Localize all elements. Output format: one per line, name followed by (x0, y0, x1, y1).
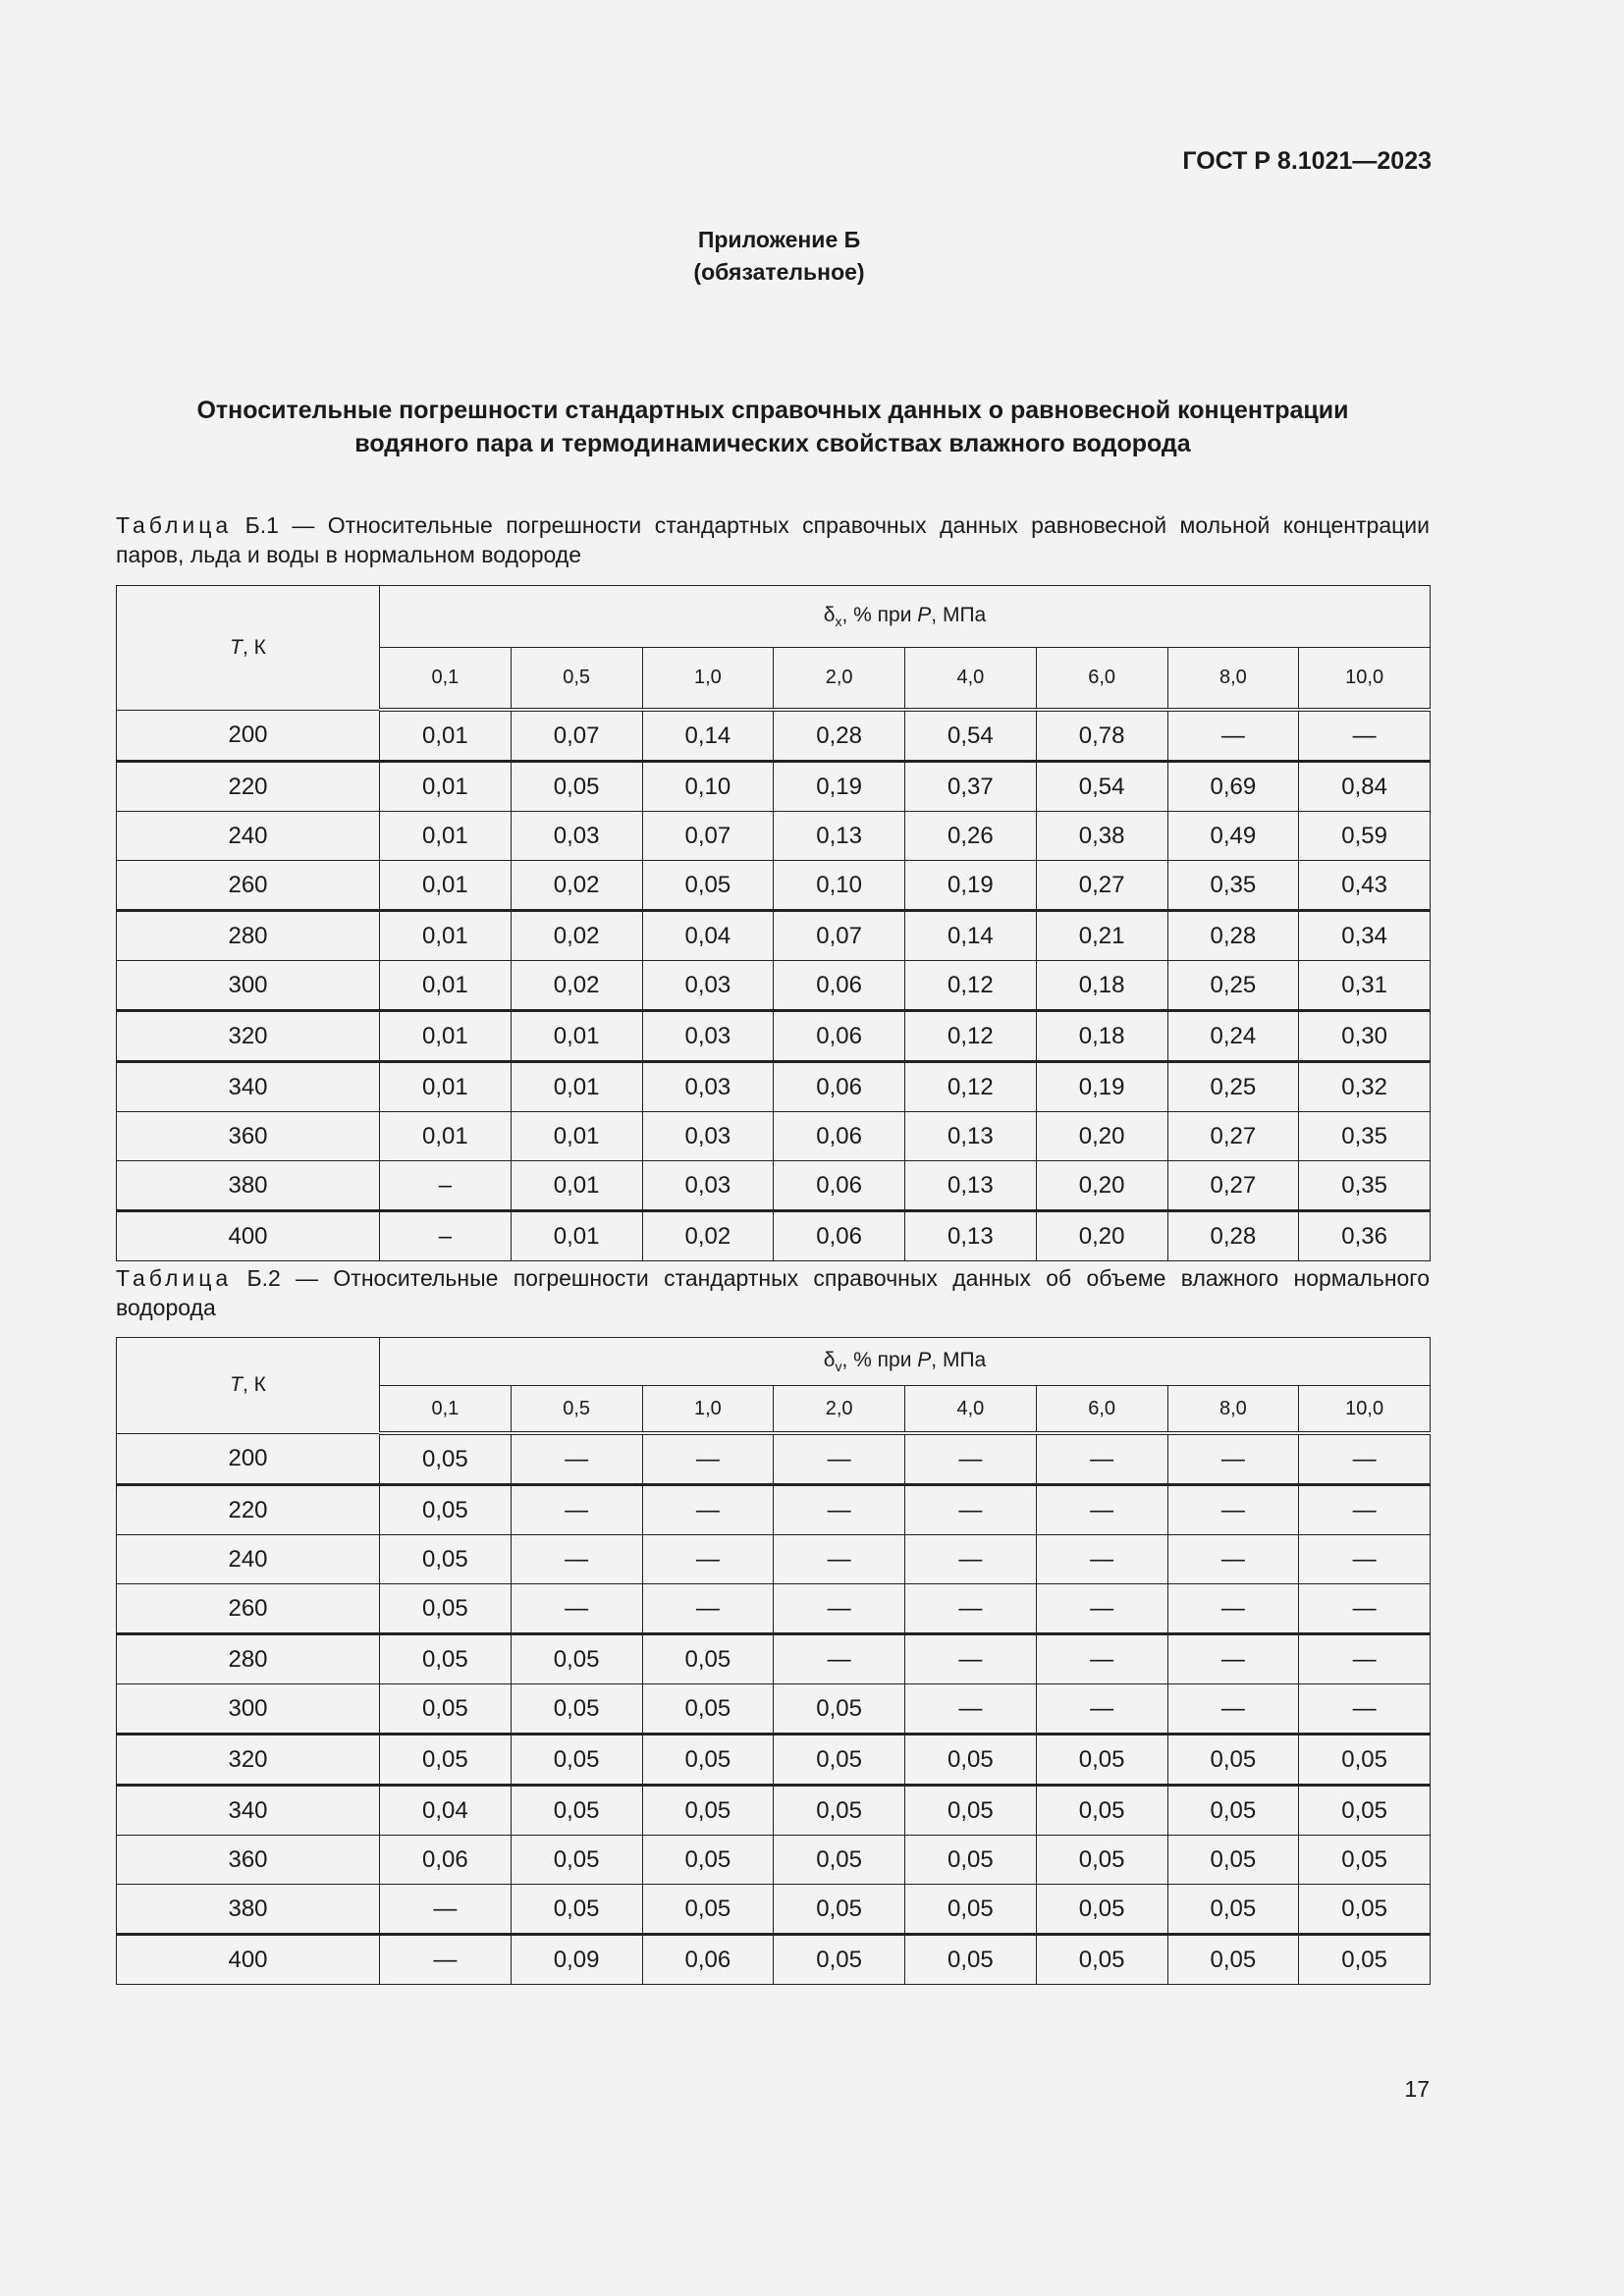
temperature-cell: 400 (117, 1211, 380, 1261)
value-cell: 0,28 (774, 710, 905, 762)
delta-header-mid: , % при (841, 1348, 918, 1371)
table-row (117, 1836, 1431, 1885)
pressure-unit: , МПа (931, 603, 987, 626)
value-cell: 0,05 (1036, 1836, 1167, 1885)
value-cell: 0,10 (642, 762, 774, 812)
value-cell: 0,43 (1299, 861, 1431, 911)
value-cell: 0,49 (1167, 812, 1299, 861)
value-cell: 0,07 (511, 710, 642, 762)
value-cell: 0,12 (905, 1011, 1037, 1062)
value-cell: – (380, 1161, 512, 1211)
value-cell: 0,25 (1167, 961, 1299, 1011)
value-cell: 0,35 (1299, 1161, 1431, 1211)
delta-header-mid: , % при (841, 603, 918, 626)
value-cell: 0,05 (1036, 1935, 1167, 1985)
section-title-line: водяного пара и термодинамических свойствах влажного водорода (354, 430, 1191, 457)
temperature-cell: 360 (117, 1112, 380, 1161)
value-cell: — (1036, 1433, 1167, 1485)
value-cell: 0,05 (511, 1885, 642, 1935)
section-title (116, 394, 1430, 460)
table-row (117, 1935, 1431, 1985)
value-cell: — (905, 1634, 1037, 1684)
value-cell: 0,05 (905, 1935, 1037, 1985)
value-cell: — (1036, 1584, 1167, 1634)
temperature-cell: 280 (117, 1634, 380, 1684)
value-cell: 0,05 (380, 1684, 512, 1735)
table-row (117, 961, 1431, 1011)
value-cell: — (380, 1885, 512, 1935)
value-cell: 0,01 (511, 1211, 642, 1261)
value-cell: 0,06 (774, 1011, 905, 1062)
table2-header-delta (380, 1338, 1431, 1386)
table2-caption-label: Таблица (116, 1265, 233, 1291)
value-cell: 0,28 (1167, 1211, 1299, 1261)
value-cell: — (380, 1935, 512, 1985)
value-cell: — (774, 1584, 905, 1634)
value-cell: 0,05 (1299, 1836, 1431, 1885)
pressure-header: 2,0 (774, 1386, 905, 1434)
table2-body (117, 1433, 1431, 1985)
value-cell: 0,03 (642, 1161, 774, 1211)
value-cell: — (1036, 1535, 1167, 1584)
value-cell: 0,27 (1036, 861, 1167, 911)
value-cell: — (511, 1535, 642, 1584)
value-cell: 0,01 (380, 961, 512, 1011)
value-cell: 0,31 (1299, 961, 1431, 1011)
table-row (117, 1011, 1431, 1062)
value-cell: — (1299, 1634, 1431, 1684)
value-cell: — (1167, 1634, 1299, 1684)
table-row (117, 812, 1431, 861)
table1-body (117, 710, 1431, 1261)
value-cell: 0,05 (1299, 1786, 1431, 1836)
value-cell: 0,05 (380, 1634, 512, 1684)
value-cell: 0,05 (380, 1584, 512, 1634)
value-cell: 0,54 (1036, 762, 1167, 812)
value-cell: 0,13 (905, 1112, 1037, 1161)
value-cell: 0,03 (642, 1112, 774, 1161)
page-number: 17 (1404, 2076, 1430, 2102)
value-cell: 0,01 (380, 1112, 512, 1161)
value-cell: 0,02 (511, 961, 642, 1011)
value-cell: 0,05 (642, 1735, 774, 1786)
value-cell: 0,19 (1036, 1062, 1167, 1112)
delta-subscript: v (835, 1359, 842, 1375)
pressure-var: P (917, 1348, 932, 1371)
value-cell: — (511, 1485, 642, 1535)
pressure-header: 10,0 (1299, 1386, 1431, 1434)
value-cell: 0,01 (380, 812, 512, 861)
value-cell: — (905, 1433, 1037, 1485)
value-cell: 0,05 (905, 1885, 1037, 1935)
value-cell: 0,05 (511, 1786, 642, 1836)
value-cell: 0,06 (774, 1211, 905, 1261)
value-cell: — (1299, 1433, 1431, 1485)
value-cell: 0,13 (905, 1211, 1037, 1261)
pressure-header: 8,0 (1167, 648, 1299, 711)
value-cell: 0,26 (905, 812, 1037, 861)
temperature-cell: 340 (117, 1786, 380, 1836)
value-cell: — (1167, 1684, 1299, 1735)
table-row (117, 1433, 1431, 1485)
value-cell: 0,21 (1036, 911, 1167, 961)
pressure-header: 1,0 (642, 648, 774, 711)
value-cell: 0,02 (642, 1211, 774, 1261)
value-cell: 0,06 (774, 1161, 905, 1211)
value-cell: 0,05 (511, 1684, 642, 1735)
value-cell: 0,18 (1036, 1011, 1167, 1062)
pressure-header: 0,5 (511, 648, 642, 711)
pressure-header: 8,0 (1167, 1386, 1299, 1434)
value-cell: 0,05 (1299, 1885, 1431, 1935)
value-cell: 0,05 (774, 1684, 905, 1735)
delta-symbol: δ (823, 1348, 836, 1371)
table-row (117, 1062, 1431, 1112)
value-cell: — (642, 1485, 774, 1535)
temperature-cell: 400 (117, 1935, 380, 1985)
value-cell: — (642, 1433, 774, 1485)
table-row (117, 710, 1431, 762)
table-row (117, 1634, 1431, 1684)
table1-header-delta (380, 586, 1431, 648)
value-cell: 0,20 (1036, 1112, 1167, 1161)
value-cell: 0,04 (380, 1786, 512, 1836)
temperature-cell: 240 (117, 1535, 380, 1584)
pressure-header: 2,0 (774, 648, 905, 711)
value-cell: 0,01 (511, 1062, 642, 1112)
value-cell: 0,02 (511, 861, 642, 911)
delta-subscript: x (835, 614, 842, 630)
temperature-cell: 320 (117, 1735, 380, 1786)
table-row (117, 1786, 1431, 1836)
value-cell: 0,06 (642, 1935, 774, 1985)
value-cell: 0,04 (642, 911, 774, 961)
value-cell: 0,03 (642, 1062, 774, 1112)
value-cell: 0,18 (1036, 961, 1167, 1011)
pressure-header: 4,0 (905, 648, 1037, 711)
value-cell: 0,28 (1167, 911, 1299, 961)
value-cell: — (511, 1433, 642, 1485)
value-cell: 0,05 (1167, 1836, 1299, 1885)
table-row (117, 1584, 1431, 1634)
value-cell: 0,07 (642, 812, 774, 861)
value-cell: 0,05 (511, 1735, 642, 1786)
pressure-header: 10,0 (1299, 648, 1431, 711)
value-cell: 0,06 (774, 1112, 905, 1161)
value-cell: 0,35 (1167, 861, 1299, 911)
value-cell: 0,01 (380, 1011, 512, 1062)
value-cell: 0,20 (1036, 1211, 1167, 1261)
value-cell: 0,01 (380, 762, 512, 812)
value-cell: — (774, 1485, 905, 1535)
table-row (117, 762, 1431, 812)
value-cell: 0,12 (905, 961, 1037, 1011)
table-row (117, 1735, 1431, 1786)
table-row (117, 1485, 1431, 1535)
temperature-cell: 280 (117, 911, 380, 961)
value-cell: 0,05 (905, 1836, 1037, 1885)
value-cell: 0,01 (380, 911, 512, 961)
table1-header-temperature (117, 586, 380, 711)
temperature-cell: 300 (117, 961, 380, 1011)
temperature-cell: 240 (117, 812, 380, 861)
table-row (117, 861, 1431, 911)
value-cell: 0,14 (905, 911, 1037, 961)
value-cell: 0,78 (1036, 710, 1167, 762)
value-cell: 0,05 (642, 1836, 774, 1885)
value-cell: 0,30 (1299, 1011, 1431, 1062)
temperature-cell: 380 (117, 1161, 380, 1211)
pressure-header: 0,5 (511, 1386, 642, 1434)
value-cell: 0,54 (905, 710, 1037, 762)
value-cell: 0,27 (1167, 1161, 1299, 1211)
pressure-header: 6,0 (1036, 648, 1167, 711)
value-cell: 0,05 (642, 1786, 774, 1836)
value-cell: — (1167, 1535, 1299, 1584)
value-cell: 0,05 (380, 1735, 512, 1786)
value-cell: 0,05 (380, 1535, 512, 1584)
value-cell: 0,27 (1167, 1112, 1299, 1161)
value-cell: 0,05 (774, 1735, 905, 1786)
value-cell: 0,05 (1167, 1935, 1299, 1985)
value-cell: 0,05 (774, 1935, 905, 1985)
value-cell: 0,14 (642, 710, 774, 762)
value-cell: 0,03 (642, 961, 774, 1011)
value-cell: 0,06 (774, 1062, 905, 1112)
value-cell: 0,24 (1167, 1011, 1299, 1062)
value-cell: 0,05 (642, 861, 774, 911)
value-cell: 0,05 (774, 1786, 905, 1836)
temperature-cell: 380 (117, 1885, 380, 1935)
value-cell: 0,10 (774, 861, 905, 911)
value-cell: 0,13 (905, 1161, 1037, 1211)
table1-caption (116, 510, 1430, 569)
temperature-cell: 320 (117, 1011, 380, 1062)
table-row (117, 1535, 1431, 1584)
pressure-header: 0,1 (380, 648, 512, 711)
table-row (117, 1161, 1431, 1211)
value-cell: 0,05 (1299, 1735, 1431, 1786)
value-cell: — (1167, 1433, 1299, 1485)
temperature-cell: 260 (117, 1584, 380, 1634)
value-cell: 0,34 (1299, 911, 1431, 961)
table-row (117, 911, 1431, 961)
section-title-line: Относительные погрешности стандартных справочных данных о равновесной концентрации (196, 397, 1349, 424)
value-cell: 0,07 (774, 911, 905, 961)
temperature-cell: 200 (117, 1433, 380, 1485)
pressure-header: 6,0 (1036, 1386, 1167, 1434)
value-cell: — (1167, 1584, 1299, 1634)
value-cell: 0,05 (1299, 1935, 1431, 1985)
value-cell: 0,25 (1167, 1062, 1299, 1112)
value-cell: 0,01 (511, 1161, 642, 1211)
value-cell: 0,05 (511, 1634, 642, 1684)
temperature-unit: , К (242, 1373, 266, 1397)
table1-caption-text: Б.1 — Относительные погрешности стандартных справочных данных равновесной мольной концентрации паров, льда и воды в нормальном водороде (116, 512, 1430, 567)
value-cell: — (1299, 1535, 1431, 1584)
temperature-var: T (230, 1373, 243, 1397)
value-cell: — (642, 1535, 774, 1584)
temperature-unit: , К (242, 635, 266, 659)
value-cell: — (1167, 710, 1299, 762)
value-cell: 0,01 (380, 710, 512, 762)
pressure-header: 1,0 (642, 1386, 774, 1434)
temperature-cell: 300 (117, 1684, 380, 1735)
value-cell: 0,05 (380, 1485, 512, 1535)
value-cell: — (1299, 1485, 1431, 1535)
temperature-cell: 340 (117, 1062, 380, 1112)
value-cell: — (511, 1584, 642, 1634)
value-cell: — (1167, 1485, 1299, 1535)
value-cell: 0,02 (511, 911, 642, 961)
value-cell: 0,05 (1036, 1885, 1167, 1935)
value-cell: 0,05 (511, 762, 642, 812)
value-cell: 0,32 (1299, 1062, 1431, 1112)
value-cell: — (774, 1433, 905, 1485)
value-cell: 0,69 (1167, 762, 1299, 812)
value-cell: — (1036, 1634, 1167, 1684)
table2-caption (116, 1263, 1430, 1322)
table2-header-temperature (117, 1338, 380, 1434)
temperature-var: T (230, 635, 243, 659)
table2 (116, 1337, 1431, 1985)
value-cell: 0,13 (774, 812, 905, 861)
value-cell: 0,84 (1299, 762, 1431, 812)
value-cell: — (1299, 710, 1431, 762)
value-cell: 0,01 (511, 1112, 642, 1161)
value-cell: 0,05 (905, 1735, 1037, 1786)
appendix-title: Приложение Б (697, 227, 861, 252)
value-cell: 0,05 (380, 1433, 512, 1485)
value-cell: — (905, 1584, 1037, 1634)
table-row (117, 1211, 1431, 1261)
temperature-cell: 220 (117, 1485, 380, 1535)
value-cell: 0,06 (774, 961, 905, 1011)
table-row (117, 1112, 1431, 1161)
value-cell: 0,36 (1299, 1211, 1431, 1261)
value-cell: 0,12 (905, 1062, 1037, 1112)
document-code: ГОСТ Р 8.1021—2023 (1182, 147, 1432, 175)
value-cell: — (905, 1535, 1037, 1584)
value-cell: 0,37 (905, 762, 1037, 812)
value-cell: 0,05 (642, 1885, 774, 1935)
value-cell: — (905, 1684, 1037, 1735)
table-row (117, 1684, 1431, 1735)
value-cell: — (774, 1634, 905, 1684)
value-cell: 0,05 (511, 1836, 642, 1885)
pressure-var: P (917, 603, 932, 626)
pressure-header: 4,0 (905, 1386, 1037, 1434)
value-cell: 0,06 (380, 1836, 512, 1885)
table2-caption-text: Б.2 — Относительные погрешности стандартных справочных данных об объеме влажного нормального водорода (116, 1265, 1430, 1320)
value-cell: 0,05 (1036, 1786, 1167, 1836)
value-cell: — (1036, 1684, 1167, 1735)
appendix-status: (обязательное) (693, 259, 865, 285)
value-cell: 0,05 (1036, 1735, 1167, 1786)
value-cell: — (774, 1535, 905, 1584)
value-cell: 0,05 (1167, 1735, 1299, 1786)
value-cell: 0,05 (1167, 1786, 1299, 1836)
value-cell: 0,03 (511, 812, 642, 861)
value-cell: 0,05 (774, 1885, 905, 1935)
value-cell: 0,35 (1299, 1112, 1431, 1161)
value-cell: 0,05 (642, 1634, 774, 1684)
table-row (117, 1885, 1431, 1935)
pressure-header: 0,1 (380, 1386, 512, 1434)
value-cell: – (380, 1211, 512, 1261)
temperature-cell: 260 (117, 861, 380, 911)
value-cell: 0,01 (511, 1011, 642, 1062)
value-cell: 0,59 (1299, 812, 1431, 861)
value-cell: 0,05 (642, 1684, 774, 1735)
value-cell: 0,03 (642, 1011, 774, 1062)
value-cell: 0,19 (905, 861, 1037, 911)
pressure-unit: , МПа (931, 1348, 987, 1371)
table1 (116, 585, 1431, 1261)
value-cell: — (1036, 1485, 1167, 1535)
value-cell: 0,38 (1036, 812, 1167, 861)
value-cell: — (1299, 1584, 1431, 1634)
value-cell: 0,01 (380, 861, 512, 911)
temperature-cell: 360 (117, 1836, 380, 1885)
value-cell: — (905, 1485, 1037, 1535)
value-cell: 0,05 (774, 1836, 905, 1885)
delta-symbol: δ (823, 603, 836, 626)
temperature-cell: 220 (117, 762, 380, 812)
temperature-cell: 200 (117, 710, 380, 762)
value-cell: 0,05 (1167, 1885, 1299, 1935)
value-cell: 0,01 (380, 1062, 512, 1112)
value-cell: 0,09 (511, 1935, 642, 1985)
value-cell: 0,19 (774, 762, 905, 812)
table1-caption-label: Таблица (116, 512, 233, 538)
appendix-heading (0, 224, 1558, 289)
value-cell: — (642, 1584, 774, 1634)
value-cell: — (1299, 1684, 1431, 1735)
value-cell: 0,05 (905, 1786, 1037, 1836)
value-cell: 0,20 (1036, 1161, 1167, 1211)
